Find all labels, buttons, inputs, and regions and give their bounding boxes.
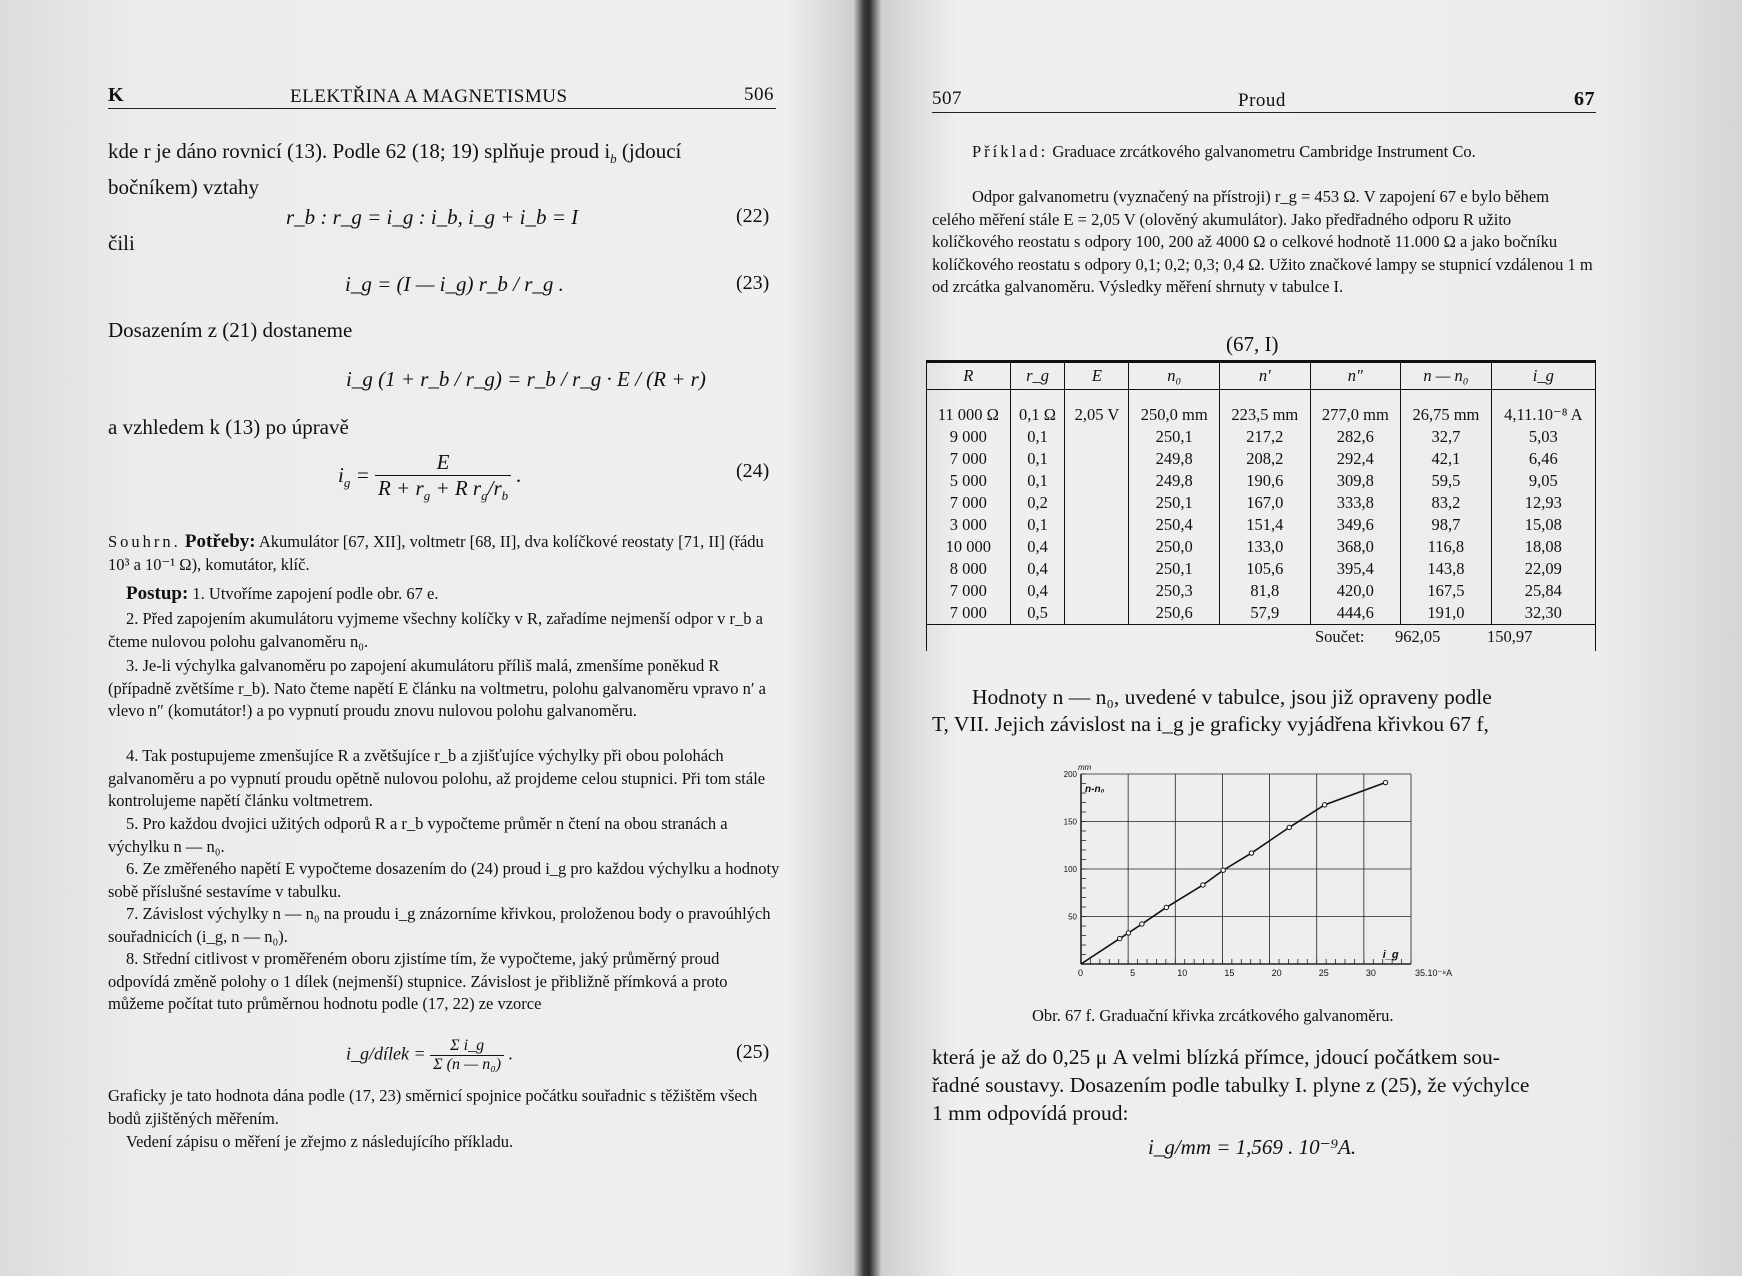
table-cell: 250,1: [1129, 558, 1220, 580]
table-cell: 191,0: [1401, 602, 1492, 624]
priklad-label: Příklad:: [972, 142, 1049, 161]
right-header-title: Proud: [1238, 90, 1286, 111]
table-cell: 0,5: [1010, 602, 1065, 624]
table-cell: 83,2: [1401, 492, 1492, 514]
table-cell: 190,6: [1220, 470, 1311, 492]
section-number: 67: [1574, 88, 1595, 110]
table-cell: 57,9: [1220, 602, 1311, 624]
table-cell: 151,4: [1220, 514, 1311, 536]
equation-24-number: (24): [736, 460, 770, 482]
table-cell: 25,84: [1524, 581, 1562, 600]
equation-22: r_b : r_g = i_g : i_b, i_g + i_b = I: [286, 205, 579, 229]
table-cell: 22,09: [1524, 559, 1562, 578]
potreby-text: Akumulátor [67, XII], voltmetr [68, II], dva kolíčkové reostaty [71, II] (řádu 10³ a 10⁻¹ Ω), komutátor, klíč.: [108, 532, 764, 574]
table-header-cell: n — n₀: [1401, 363, 1492, 390]
table-cell: 208,2: [1220, 448, 1311, 470]
table-cell: 59,5: [1401, 470, 1492, 492]
table-cell: 395,4: [1310, 558, 1401, 580]
table-header-cell: R: [927, 363, 1010, 390]
graficky-paragraph: Graficky je tato hodnota dána podle (17, 23) směrnicí spojnice počátku souřadnic s těžištěm všech bodů zjištěných měřením.: [108, 1086, 758, 1128]
right-page: [866, 0, 1742, 1276]
postup-label: Postup:: [126, 583, 189, 604]
table-cell: 3 000: [927, 514, 1010, 536]
x-tick-label: 30: [1365, 968, 1376, 978]
equation-25-left: i_g/dílek =: [346, 1043, 431, 1064]
table-cell: [1065, 602, 1129, 624]
data-point: [1322, 803, 1326, 807]
table-cell: 0,1: [1010, 448, 1065, 470]
vedeni-paragraph: Vedení zápisu o měření je zřejmo z následujícího příkladu.: [126, 1132, 514, 1151]
page-number: 506: [744, 84, 774, 105]
table-row: [927, 602, 1595, 624]
table-cell: 250,1: [1129, 426, 1220, 448]
equation-25-number: (25): [736, 1041, 770, 1063]
table-cell: 250,3: [1129, 580, 1220, 602]
step-5: 5. Pro každou dvojici užitých odporů R a r_b vypočteme průměr n čtení na obou stranách a výchylku n — n₀.: [108, 814, 728, 856]
table-cell: 0,1: [1010, 426, 1065, 448]
table-cell: 26,75 mm: [1401, 390, 1492, 427]
table-cell: 7 000: [927, 580, 1010, 602]
table-cell: 250,0: [1129, 536, 1220, 558]
table-cell: 250,0 mm: [1129, 390, 1220, 427]
table-cell: 7 000: [927, 602, 1010, 624]
table-cell: 223,5 mm: [1220, 390, 1311, 427]
dosazenim-text: Dosazením z (21) dostaneme: [108, 318, 353, 342]
potreby-label: Potřeby:: [184, 531, 256, 552]
equation-23-number: (23): [736, 272, 770, 294]
figure-caption: Obr. 67 f. Graduační křivka zrcátkového galvanoměru.: [1032, 1006, 1394, 1025]
table-cell: 282,6: [1310, 426, 1401, 448]
priklad-para2: Odpor galvanometru (vyznačený na přístroji) r_g = 453 Ω. V zapojení 67 e bylo během celého měření stále E = 2,05 V (olověný akumulátor). Jako předřadného odporu R užito kolíčkového reostatu s odpory 100, 200 až 4000 Ω o celkové hodnotě 11.000 Ω a jako bočníku kolíčkového reostatu s odpory 0,1; 0,2; 0,3; 0,4 Ω. Užito značkové lampy se stupnicí vzdálenou 1 m od zrcátka galvanoměru. Výsledky měření shrnuty v tabulce I.: [932, 187, 1593, 296]
table-cell: 333,8: [1310, 492, 1401, 514]
postup-line: [126, 583, 778, 606]
table-cell: 0,1: [1010, 514, 1065, 536]
x-tick-label: 15: [1224, 968, 1235, 978]
y-tick-label: 50: [1068, 912, 1077, 922]
table-cell: 444,6: [1310, 602, 1401, 624]
table-cell: 0,1 Ω: [1010, 390, 1065, 427]
priklad-text: Graduace zrcátkového galvanometru Cambridge Instrument Co.: [1048, 142, 1476, 161]
equation-25: i_g/dílek = $\frac{\text{Σ i\_g}}{\text{Σ (n — n₀)}}$ .: [346, 1037, 514, 1073]
calibration-curve: [1081, 783, 1386, 964]
table-header-cell: E: [1065, 363, 1129, 390]
after-line3: 1 mm odpovídá proud:: [932, 1101, 1129, 1125]
data-point: [1118, 936, 1122, 940]
table-cell: 420,0: [1310, 580, 1401, 602]
table-sum-row: [927, 624, 1595, 651]
intro-line2: bočníkem) vztahy: [108, 175, 260, 200]
sum-i: 150,97: [1487, 627, 1533, 646]
x-tick-label: 35.10⁻⁸A: [1415, 968, 1453, 978]
table-header-cell: n₀: [1129, 363, 1220, 390]
equation-middle: i_g (1 + r_b / r_g) = r_b / r_g · E / (R + r): [346, 367, 706, 391]
x-tick-label: 25: [1318, 968, 1329, 978]
data-point: [1126, 931, 1130, 935]
table-row: [927, 580, 1595, 602]
table-row: [927, 492, 1595, 514]
step-1: 1. Utvoříme zapojení podle obr. 67 e.: [192, 584, 439, 603]
data-point: [1383, 780, 1387, 784]
equation-24-fraction: $\frac{E}{R + r_g + R r_g/r_b}$: [375, 450, 511, 504]
table-cell: [1065, 470, 1129, 492]
graduation-chart-svg: [1036, 756, 1456, 986]
y-unit-label: mm: [1078, 763, 1092, 772]
table-cell: 277,0 mm: [1310, 390, 1401, 427]
table-cell: 15,08: [1524, 515, 1562, 534]
table-cell: 0,2: [1010, 492, 1065, 514]
equation-25-denominator: Σ (n — n₀): [433, 1056, 502, 1073]
step-3: 3. Je-li výchylka galvanoměru po zapojení akumulátoru příliš malá, zmenšíme poněkud R (případně zvětšíme r_b). Nato čteme napětí E článku na voltmetru, polohu galvanoměru vpravo n′ a vlevo n″ (komutátor!) a po vypnutí proudu znovu nulovou polohu galvanoměru.: [108, 656, 766, 720]
table-row: [927, 514, 1595, 536]
y-tick-label: 100: [1063, 865, 1077, 874]
table-row: [927, 536, 1595, 558]
table-cell: [1065, 558, 1129, 580]
table-cell: 18,08: [1524, 537, 1562, 556]
data-point: [1249, 851, 1253, 855]
right-header-rule: [932, 112, 1596, 113]
header-letter: K: [108, 84, 125, 106]
table-cell: 349,6: [1310, 514, 1401, 536]
table-cell: 98,7: [1401, 514, 1492, 536]
table-cell: 5 000: [927, 470, 1010, 492]
table-row: [927, 470, 1595, 492]
table-cell: 143,8: [1401, 558, 1492, 580]
equation-24: $i_g$ = $\frac{E}{R + r_g + R r_g/r_b}$ .: [338, 450, 522, 504]
table-cell: 0,4: [1010, 536, 1065, 558]
step-7: 7. Závislost výchylky n — n₀ na proudu i_g znázorníme křivkou, proloženou body o pravoúhlých souřadnicích (i_g, n — n₀).: [108, 904, 771, 946]
data-point: [1164, 905, 1168, 909]
y-axis-label: n-n₀: [1085, 784, 1105, 795]
cili-text: čili: [108, 231, 135, 255]
a-vzhledem-text: a vzhledem k (13) po úpravě: [108, 415, 349, 439]
table-title: (67, I): [1226, 332, 1279, 356]
table-cell: 249,8: [1129, 470, 1220, 492]
table-cell: [1065, 514, 1129, 536]
data-point: [1287, 825, 1291, 829]
equation-22-number: (22): [736, 205, 770, 227]
table-header-row: [927, 363, 1595, 390]
header-rule: [108, 108, 776, 109]
table-row: [927, 558, 1595, 580]
sum-n: 962,05: [1395, 627, 1441, 646]
table-cell: 7 000: [927, 448, 1010, 470]
results-table: [926, 360, 1596, 651]
intro-line1-end: (jdoucí: [616, 139, 682, 163]
table-row: [927, 426, 1595, 448]
x-tick-label: 5: [1130, 968, 1136, 978]
x-tick-label: 20: [1271, 968, 1282, 978]
results-table-grid: [927, 363, 1595, 624]
data-point: [1201, 883, 1205, 887]
table-cell: 32,30: [1524, 603, 1562, 622]
table-cell: 9 000: [927, 426, 1010, 448]
priklad-paragraph: [932, 141, 1596, 164]
after-line2: řadné soustavy. Dosazením podle tabulky I. plyne z (25), že výchylce: [932, 1073, 1530, 1097]
table-cell: 81,8: [1220, 580, 1311, 602]
equation-23: i_g = (I — i_g) r_b / r_g .: [345, 272, 564, 296]
table-cell: [1065, 580, 1129, 602]
sum-label: Součet:: [1315, 627, 1365, 646]
equation-25-numerator: Σ i_g: [430, 1037, 504, 1056]
table-cell: 2,05 V: [1065, 390, 1129, 427]
table-cell: 249,8: [1129, 448, 1220, 470]
data-point: [1140, 922, 1144, 926]
graduation-chart: [1036, 756, 1456, 986]
table-cell: 4,11.10⁻⁸ A: [1504, 405, 1583, 424]
table-cell: 8 000: [927, 558, 1010, 580]
table-cell: 10 000: [927, 536, 1010, 558]
table-cell: 116,8: [1401, 536, 1492, 558]
table-cell: 12,93: [1524, 493, 1562, 512]
intro-sub: b: [610, 151, 617, 167]
step-6: 6. Ze změřeného napětí E vypočteme dosazením do (24) proud i_g pro každou výchylku a hodnoty sobě příslušné sestavíme v tabulku.: [108, 859, 780, 901]
step-8: 8. Střední citlivost v proměřeném oboru zjistíme tím, že vypočteme, jaký průměrný proud odpovídá změně polohy o 1 dílek (nejmenší) stupnice. Závislost je přibližně přímková a proto můžeme počítat tuto průměrnou hodnotu podle (17, 22) ze vzorce: [108, 949, 728, 1013]
table-cell: 368,0: [1310, 536, 1401, 558]
step-2: 2. Před zapojením akumulátoru vyjmeme všechny kolíčky v R, zařadíme nejmenší odpor v r_b a čteme nulovou polohu galvanoměru n₀.: [108, 609, 763, 651]
table-row: [927, 448, 1595, 470]
table-cell: 11 000 Ω: [927, 390, 1010, 427]
table-cell: 292,4: [1310, 448, 1401, 470]
table-cell: 9,05: [1528, 471, 1558, 490]
table-cell: 309,8: [1310, 470, 1401, 492]
table-cell: 7 000: [927, 492, 1010, 514]
table-cell: [1065, 492, 1129, 514]
x-axis-label: i_g: [1382, 949, 1399, 961]
right-page-number: 507: [932, 88, 962, 109]
table-cell: 217,2: [1220, 426, 1311, 448]
table-cell: 32,7: [1401, 426, 1492, 448]
table-cell: [1065, 448, 1129, 470]
after-line1: která je až do 0,25 μ A velmi blízká přímce, jdoucí počátkem sou-: [932, 1045, 1500, 1069]
table-header-cell: n′: [1220, 363, 1311, 390]
table-cell: 0,4: [1010, 558, 1065, 580]
intro-paragraph: [108, 137, 780, 202]
table-cell: 105,6: [1220, 558, 1311, 580]
table-cell: [1065, 536, 1129, 558]
header-title: ELEKTŘINA A MAGNETISMUS: [290, 86, 568, 107]
x-tick-label: 10: [1177, 968, 1188, 978]
left-page: [0, 0, 860, 1276]
souhrn-label: Souhrn.: [108, 532, 181, 551]
table-cell: 133,0: [1220, 536, 1311, 558]
table-cell: 250,6: [1129, 602, 1220, 624]
hodnoty-line1: Hodnoty n — n₀, uvedené v tabulce, jsou již opraveny podle: [972, 685, 1492, 709]
equation-25-fraction: [430, 1037, 504, 1074]
hodnoty-line2: T, VII. Jejich závislost na i_g je graficky vyjádřena křivkou 67 f,: [932, 712, 1489, 736]
table-cell: 0,4: [1010, 580, 1065, 602]
data-point: [1221, 868, 1225, 872]
table-header-cell: r_g: [1010, 363, 1065, 390]
step-4: 4. Tak postupujeme zmenšujíce R a zvětšujíce r_b a zjišťujíce výchylky při obou polohách galvanoměru a po vypnutí proudu opětně nulovou polohu, až projdeme celou stupnici. Při tom stále kontrolujeme napětí článku voltmetrem.: [108, 746, 766, 810]
final-equation: i_g/mm = 1,569 . 10⁻⁹A.: [1148, 1135, 1357, 1159]
table-cell: 167,0: [1220, 492, 1311, 514]
table-cell: 42,1: [1401, 448, 1492, 470]
table-cell: 250,1: [1129, 492, 1220, 514]
table-cell: [1065, 426, 1129, 448]
table-cell: 167,5: [1401, 580, 1492, 602]
table-cell: 0,1: [1010, 470, 1065, 492]
x-tick-label: 0: [1077, 968, 1083, 978]
table-header-cell: n″: [1310, 363, 1401, 390]
intro-line1: kde r je dáno rovnicí (13). Podle 62 (18; 19) splňuje proud i: [108, 139, 611, 163]
table-cell: 5,03: [1528, 427, 1558, 446]
y-tick-label: 150: [1063, 817, 1077, 827]
table-row: [927, 390, 1595, 427]
table-cell: 250,4: [1129, 514, 1220, 536]
summary-paragraph: [108, 531, 778, 576]
table-cell: 6,46: [1528, 449, 1558, 468]
y-tick-label: 200: [1063, 770, 1077, 779]
table-header-cell: i_g: [1532, 366, 1554, 385]
